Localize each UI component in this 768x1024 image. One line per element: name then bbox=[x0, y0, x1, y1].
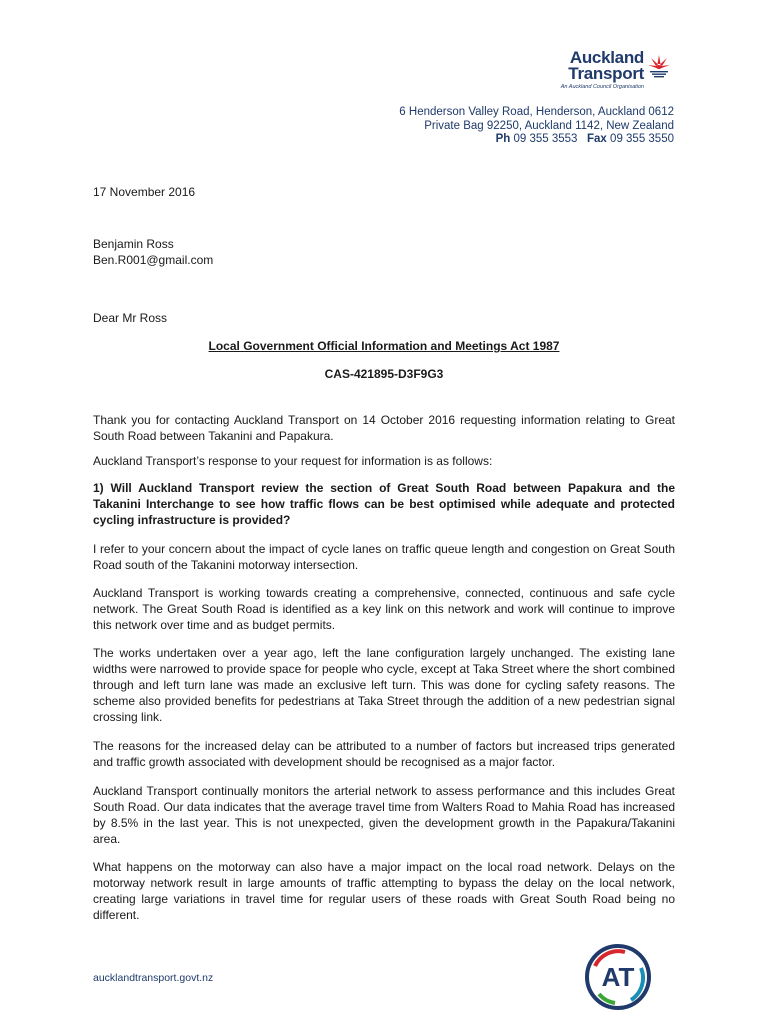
fax-number: 09 355 3550 bbox=[610, 133, 674, 145]
address-line-1: 6 Henderson Valley Road, Henderson, Auckland 0612 bbox=[399, 106, 674, 118]
letter-date: 17 November 2016 bbox=[93, 185, 196, 199]
act-title: Local Government Official Information and Meetings Act 1987 bbox=[208, 339, 560, 353]
case-number: CAS-421895-D3F9G3 bbox=[324, 367, 444, 381]
recipient-email: Ben.R001@gmail.com bbox=[93, 253, 214, 267]
paragraph-concern: I refer to your concern about the impact of cycle lanes on traffic queue length and congestion on Great South Road south of the Takanini motorway intersection. bbox=[93, 542, 675, 572]
paragraph-monitoring: Auckland Transport continually monitors the arterial network to assess performance and this includes Great South Road. Our data indicates that the average travel time from Walters Road to Mahia Road has increased by 8.5% in the last year. This is not unexpected, given the development growth in the Papakura/Takanini area. bbox=[93, 784, 675, 846]
question-heading: 1) Will Auckland Transport review the section of Great South Road between Papakura and the Takanini Interchange to see how traffic flows can be best optimised while adequate and protected cycling infrastructure is provided? bbox=[93, 481, 675, 527]
logo-tagline: An Auckland Council Organisation bbox=[560, 84, 644, 90]
footer-website-url: aucklandtransport.govt.nz bbox=[93, 972, 214, 984]
logo-wordmark-line2: Transport bbox=[568, 64, 644, 83]
contact-line bbox=[399, 133, 674, 147]
at-logo-text: AT bbox=[601, 962, 635, 992]
paragraph-delay-reasons: The reasons for the increased delay can be attributed to a number of factors but increased trips generated and traffic growth associated with development should be recognised as a major factor. bbox=[93, 739, 675, 769]
paragraph-intro: Thank you for contacting Auckland Transport on 14 October 2016 requesting information relating to Great South Road between Takanini and Papakura. bbox=[93, 413, 675, 443]
paragraph-motorway: What happens on the motorway can also have a major impact on the local road network. Delays on the motorway network result in large amounts of traffic attempting to bypass the delay on the local network, creating large variations in travel time for regular users of these roads with Great South Road being no different. bbox=[93, 860, 675, 922]
salutation: Dear Mr Ross bbox=[93, 311, 168, 325]
phone-label: Ph bbox=[495, 133, 511, 145]
pohutukawa-flower-icon bbox=[646, 53, 672, 79]
paragraph-response-lead: Auckland Transport’s response to your request for information is as follows: bbox=[93, 454, 493, 468]
phone-number: 09 355 3553 bbox=[513, 133, 578, 145]
address-line-2: Private Bag 92250, Auckland 1142, New Zealand bbox=[424, 119, 674, 132]
fax-label: Fax bbox=[587, 133, 607, 145]
logo-wordmark-line1: Auckland bbox=[569, 48, 644, 67]
paragraph-works: The works undertaken over a year ago, left the lane configuration largely unchanged. The existing lane widths were narrowed to provide space for people who cycle, except at Taka Street where the short combined through and left turn lane was made an exclusive left turn. This was done for cycling safety reasons. The scheme also provided benefits for pedestrians at Taka Street through the addition of a new pedestrian signal crossing link. bbox=[93, 646, 675, 724]
paragraph-cycle-network: Auckland Transport is working towards creating a comprehensive, connected, continuous and safe cycle network. The Great South Road is identified as a key link on this network and work will continue to improve this network over time and as budget permits. bbox=[93, 586, 675, 632]
at-roundel-logo bbox=[585, 944, 651, 1010]
auckland-transport-logo bbox=[534, 48, 674, 92]
recipient-name: Benjamin Ross bbox=[93, 237, 174, 251]
sender-address-block bbox=[399, 106, 674, 147]
